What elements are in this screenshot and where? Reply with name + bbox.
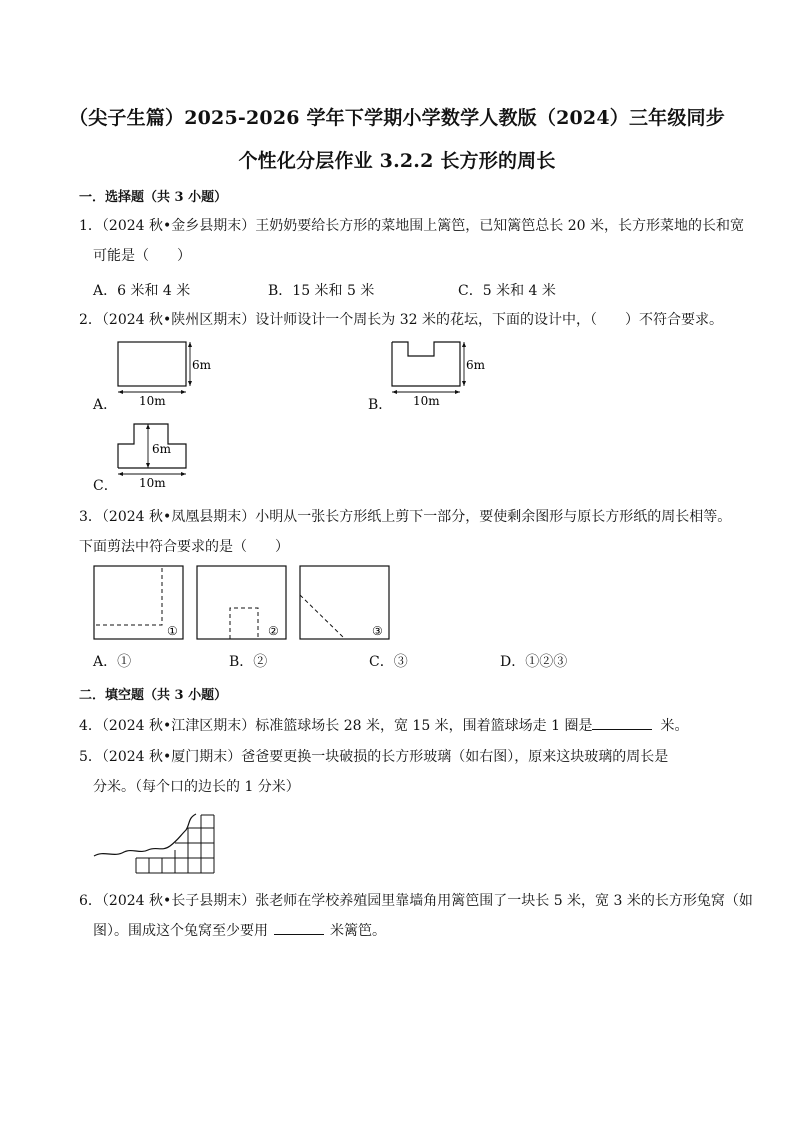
section-heading-choice: 一．选择题（共 3 小题） <box>79 190 228 205</box>
question-2-option-b-label[interactable]: B． <box>368 397 393 413</box>
question-5-text-line2: 分米。（每个口的边长的 1 分米） <box>93 779 300 795</box>
figure-b-height-label: 6m <box>466 358 486 372</box>
question-6-text-line2: 图）。围成这个兔窝至少要用 <box>93 923 268 939</box>
question-1-option-a[interactable]: A．6 米和 4 米 <box>93 283 191 299</box>
figure-a-height-label: 6m <box>192 358 212 372</box>
question-5-text-line1: 5．（2024 秋•厦门期末）爸爸要更换一块破损的长方形玻璃（如右图），原来这块玻璃的周长是 <box>79 749 669 765</box>
figure-a-width-label: 10m <box>139 394 166 408</box>
figure-a-rectangle <box>118 342 186 386</box>
question-4-unit: 米。 <box>660 718 689 734</box>
question-3-option-a[interactable]: A．① <box>93 654 132 670</box>
page-title-line1: （尖子生篇）2025-2026 学年下学期小学数学人教版（2024）三年级同步 <box>69 107 725 129</box>
figure-1-cut-line <box>94 566 162 625</box>
question-1-text-line2: 可能是（ ） <box>93 248 191 264</box>
question-4 <box>79 711 719 741</box>
figure-3-cut-line <box>300 595 345 639</box>
figure-2-cut-line <box>230 608 258 639</box>
question-2-text-line1: 2．（2024 秋•陕州区期末）设计师设计一个周长为 32 米的花坛，下面的设计中，（ ）不符合要求。 <box>79 312 723 328</box>
glass-grid <box>136 815 214 873</box>
question-3-text-line2: 下面剪法中符合要求的是（ ） <box>79 539 289 555</box>
question-2-option-c-label[interactable]: C． <box>93 478 118 494</box>
question-4-answer-blank[interactable] <box>592 715 652 730</box>
question-3-figure-1 <box>93 565 185 641</box>
question-3-figure-3 <box>299 565 391 641</box>
glass-break-line <box>94 814 196 856</box>
figure-c-height-label: 6m <box>152 442 172 456</box>
question-3-text-line1: 3．（2024 秋•凤凰县期末）小明从一张长方形纸上剪下一部分，要使剩余图形与原长方形纸的周长相等。 <box>79 509 732 525</box>
question-1-option-b[interactable]: B．15 米和 5 米 <box>268 283 375 299</box>
question-1-option-c[interactable]: C．5 米和 4 米 <box>458 283 556 299</box>
section-heading-fill: 二．填空题（共 3 小题） <box>79 688 228 703</box>
figure-2-mark: ② <box>268 624 279 638</box>
figure-b-width-label: 10m <box>413 394 440 408</box>
question-4-text: 4．（2024 秋•江津区期末）标准篮球场长 28 米，宽 15 米，围着篮球场走 1 圈是 <box>79 718 593 734</box>
question-3 <box>79 502 732 562</box>
question-5-broken-glass-figure <box>92 812 222 882</box>
page-title-line2: 个性化分层作业 3.2.2 长方形的周长 <box>238 150 556 172</box>
question-2-figure-a <box>112 336 222 408</box>
question-6-unit: 米篱笆。 <box>330 923 386 939</box>
figure-b-notched-shape <box>392 342 460 386</box>
question-5 <box>79 742 719 802</box>
question-2-figure-b <box>386 336 496 408</box>
question-6-text-line1: 6．（2024 秋•长子县期末）张老师在学校养殖园里靠墙角用篱笆围了一块长 5 米，宽 3 米的长方形兔窝（如 <box>79 893 753 909</box>
question-2 <box>79 305 723 335</box>
question-3-figure-2 <box>196 565 288 641</box>
question-6 <box>79 886 753 946</box>
question-3-option-d[interactable]: D．①②③ <box>500 654 568 670</box>
figure-3-mark: ③ <box>372 624 383 638</box>
question-3-option-c[interactable]: C．③ <box>369 654 408 670</box>
question-1-text-line1: 1．（2024 秋•金乡县期末）王奶奶要给长方形的菜地围上篱笆，已知篱笆总长 20 米，长方形菜地的长和宽 <box>79 218 744 234</box>
figure-c-width-label: 10m <box>139 476 166 490</box>
question-2-option-a-label[interactable]: A． <box>93 397 118 413</box>
figure-1-mark: ① <box>167 624 178 638</box>
question-1 <box>79 211 744 271</box>
question-6-answer-blank[interactable] <box>274 920 324 935</box>
question-2-figure-c <box>112 418 222 492</box>
question-3-option-b[interactable]: B．② <box>229 654 268 670</box>
